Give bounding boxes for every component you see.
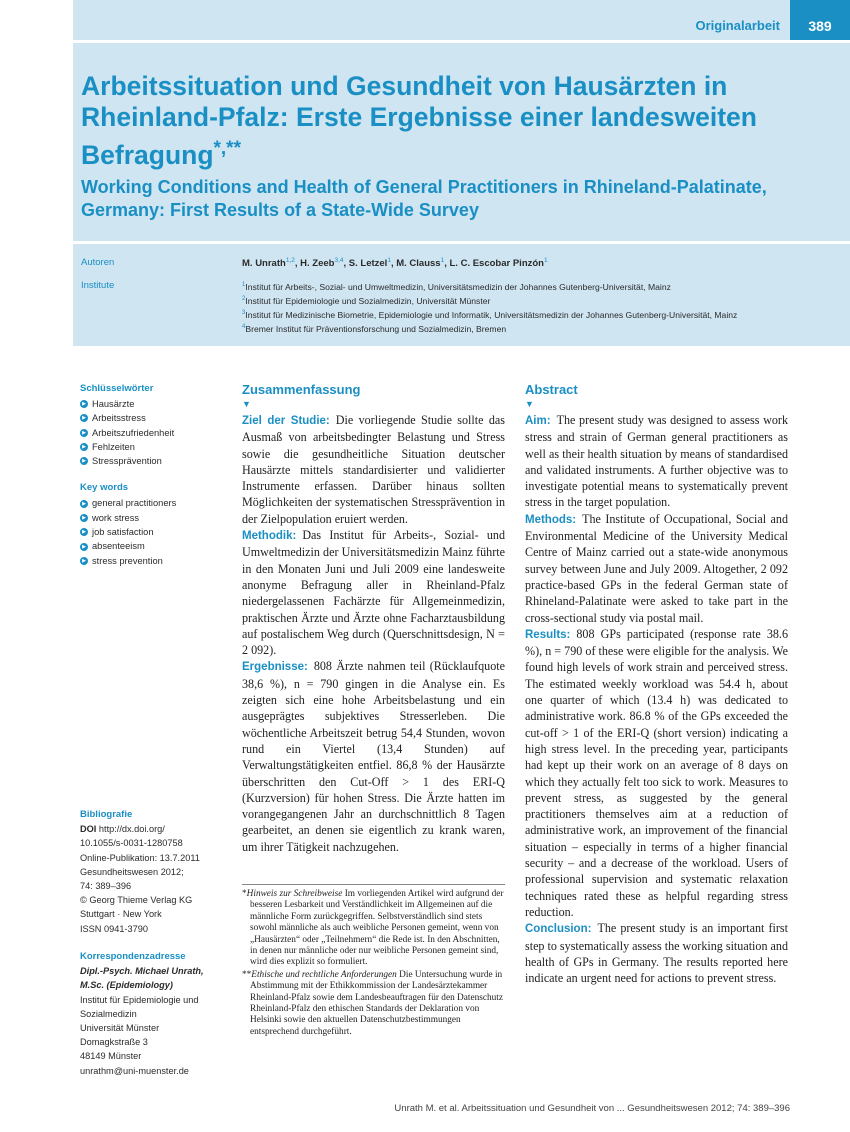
author-affiliation: 1 bbox=[544, 257, 548, 264]
address-line: 48149 Münster bbox=[80, 1051, 142, 1062]
abstract-english bbox=[525, 382, 788, 986]
author-name: M. Clauss bbox=[396, 258, 441, 270]
abstract-section bbox=[525, 626, 788, 920]
keyword-text: Arbeitszufriedenheit bbox=[92, 427, 175, 438]
section-label: Originalarbeit bbox=[695, 18, 780, 33]
correspondence-degree: M.Sc. (Epidemiology) bbox=[80, 980, 173, 991]
section-text: The present study is an important first step to systematically assess the working situation and health of GPs in Germany. The results reported here indicate an urgent need for actions to prevent stress. bbox=[525, 921, 788, 986]
keywords-de-list bbox=[80, 397, 230, 468]
abstract-section bbox=[525, 511, 788, 626]
institute-number: 4 bbox=[242, 324, 246, 331]
footnote-text: Die Untersuchung wurde in Abstimmung mit der Ethikkommission der Landesärztekammer Rheinland-Pfalz sowie dem Landesbeauftragen für den Datenschutz Rheinland-Pfalz den ethischen Standards der Deklaration von Helsinki sowie den aktuellen Datenschutzbestimmungen entsprechend durchgeführt. bbox=[250, 969, 503, 1037]
correspondence-label: Korrespondenzadresse bbox=[80, 951, 186, 962]
institute-item bbox=[242, 279, 737, 293]
author-affiliation: 1 bbox=[440, 257, 445, 264]
section-label: Results: bbox=[525, 628, 571, 641]
footnote bbox=[242, 889, 505, 969]
abstract-de-heading: Zusammenfassung bbox=[242, 382, 361, 397]
title-english: Working Conditions and Health of General Practitioners in Rhineland-Palatinate, Germany: First Results of a State-Wide Survey bbox=[81, 177, 767, 220]
section-text: Die vorliegende Studie sollte das Ausmaß von arbeitsbedingter Belastung und Stress sowie die gesundheitliche Situation deutscher Hausärzte mittels standardisierter und validierter Instrumente erfassen. Darüber hinaus sollten Möglichkeiten der systematischen Stressprävention in der Zielpopulation eruiert werden. bbox=[242, 413, 505, 526]
footnote-text: Im vorliegenden Artikel wird aufgrund der besseren Lesbarkeit und Verständlichkeit im Allgemeinen auf die männliche Form zurückgegriffen. Selbstverständlich sind stets sowohl männliche als auch weibliche Personen gemeint, wenn von „Hausärzten“ oder „Teilnehmern“ die Rede ist. In den Abschnitten, in denen nur männliche oder nur weibliche Personen gemeint sind, wird dies explizit so formuliert. bbox=[250, 889, 504, 968]
correspondence-address bbox=[80, 993, 230, 1078]
keyword-item bbox=[80, 525, 230, 539]
doi-url[interactable]: http://dx.doi.org/ bbox=[98, 824, 165, 835]
institutes-list bbox=[242, 279, 737, 335]
keywords-sidebar bbox=[80, 383, 230, 582]
bullet-icon: ▶ bbox=[80, 528, 88, 536]
doi-id: 10.1055/s-0031-1280758 bbox=[80, 838, 183, 849]
section-text: 808 Ärzte nahmen teil (Rücklaufquote 38,6 %), n = 790 gingen in die Analyse ein. Es zeigten sich eine hohe Arbeitsbelastung und ein ausgeprägtes subjektives Stresserleben. Die wöchentliche Arbeitszeit betrug 54,4 Stunden, wovon rund ein Viertel (13,4 Stunden) auf Verwaltungstätigkeiten entfiel. 86,8 % der Hausärzte überschritten den Cut-Off > 1 des ERI-Q (Kurzversion) für hohen Stress. Die Ärzte hatten im vorangegangenen Jahr an durchschnittlich 8 Tagen gearbeitet, an denen sie eigentlich zu krank waren, um ihrer Tätigkeit nachzugehen. bbox=[242, 659, 505, 854]
title-footnote-mark: *,** bbox=[213, 138, 241, 159]
section-text: The Institute of Occupational, Social and Environmental Medicine of the University Medical Centre of Mainz carried out a state-wide anonymous survey between June and July 2009. Altogether, 2 092 practice-based GPs in the federal German state of Rhineland-Palatinate were asked to take part in the cross-sectional study via postal mail. bbox=[525, 511, 788, 625]
keyword-text: Hausärzte bbox=[92, 399, 135, 409]
institute-item bbox=[242, 321, 737, 335]
bullet-icon: ▶ bbox=[80, 457, 88, 465]
correspondence-name: Dipl.-Psych. Michael Unrath, bbox=[80, 966, 204, 977]
title-german bbox=[81, 71, 841, 171]
institute-item bbox=[242, 293, 737, 307]
keyword-text: Stressprävention bbox=[92, 456, 162, 467]
abstract-en-arrow: ▼ bbox=[525, 399, 534, 409]
institute-number: 1 bbox=[242, 282, 246, 288]
author-affiliation: 3,4 bbox=[334, 257, 344, 264]
section-label: Aim: bbox=[525, 415, 551, 427]
section-label: Methodik: bbox=[242, 530, 297, 543]
address-line: Institut für Epidemiologie und bbox=[80, 994, 199, 1005]
author-name: M. Unrath bbox=[242, 258, 286, 270]
institute-text: Institut für Medizinische Biometrie, Epidemiologie und Informatik, Universitätsmedizin der Johannes Gutenberg-Universität, Mainz bbox=[245, 309, 738, 320]
bullet-icon: ▶ bbox=[80, 414, 88, 422]
abstract-de-body bbox=[242, 412, 505, 855]
institute-number: 3 bbox=[242, 310, 246, 317]
keyword-item bbox=[80, 440, 230, 454]
footnote-label: Ethische und rechtliche Anforderungen bbox=[251, 969, 397, 980]
institutes-label: Institute bbox=[81, 280, 115, 291]
abstract-section bbox=[525, 412, 788, 511]
section-label: Conclusion: bbox=[525, 923, 592, 936]
keyword-item bbox=[80, 411, 230, 425]
doi-line bbox=[80, 822, 230, 836]
author-name: S. Letzel bbox=[348, 258, 388, 270]
section-label: Methods: bbox=[525, 513, 577, 526]
footnote-mark: ** bbox=[242, 969, 252, 980]
keyword-item bbox=[80, 397, 230, 411]
abstract-en-heading: Abstract bbox=[525, 382, 578, 397]
section-text: 808 GPs participated (response rate 38.6 %), n = 790 of these were eligible for the analysis. We found high levels of work strain and perceived stress. The estimated weekly workload was 54.4 h, about one quarter of which (13.4 h) was dedicated to administrative work. 86.8 % of the GPs exceeded the cut-off > 1 of the ERI-Q (short version) indicating a high stress level. In the preceding year, participants had kept up their work on an average of 8 days on which they actually felt too sick to work. Measures to prevent stress, as suggested by the general practitioners themselves aim at a reduction of administrative work, an improvement of the financial situation – especially in terms of a higher financial security – and a decrease of the workload. Users of professional supervision and systematic relaxation techniques rated these as helpful regarding stress reduction. bbox=[525, 626, 788, 919]
bullet-icon: ▶ bbox=[80, 400, 88, 408]
keywords-en-list bbox=[80, 496, 230, 567]
keyword-item bbox=[80, 496, 230, 510]
section-text: Das Institut für Arbeits-, Sozial- und Umweltmedizin der Universitätsmedizin Mainz führte in den Monaten Juni und Juli 2009 eine landesweite anonyme Befragung aller in Rheinland-Pfalz niedergelassenen Fachärzte für Allgemeinmedizin, praktischen Ärzte und Ärzte ohne Facharztausbildung auf postalischem Weg durch (Querschnittsdesign, N = 2 092). bbox=[242, 528, 505, 658]
doi-label: DOI bbox=[80, 824, 97, 835]
volume: 74: 389–396 bbox=[80, 881, 132, 892]
institute-text: Institut für Epidemiologie und Sozialmedizin, Universität Münster bbox=[245, 295, 491, 306]
footnote-mark: * bbox=[242, 889, 247, 899]
keyword-text: work stress bbox=[92, 512, 140, 523]
keyword-text: job satisfaction bbox=[92, 527, 154, 538]
correspondence bbox=[80, 950, 230, 1078]
authors-list: M. Unrath$^{1,2}$, H. Zeeb$^{3,4}$, S. Letzel$^1$, M. Clauss$^1$, L. C. Escobar Pinzón$^1$ bbox=[242, 257, 548, 270]
keyword-item bbox=[80, 511, 230, 525]
keywords-de-label: Schlüsselwörter bbox=[80, 383, 154, 394]
address-line: unrathm@uni-muenster.de bbox=[80, 1065, 189, 1076]
address-line: Sozialmedizin bbox=[80, 1008, 137, 1019]
title-block bbox=[73, 43, 850, 241]
authors-label: Autoren bbox=[81, 257, 115, 268]
abstract-german bbox=[242, 382, 505, 855]
address-line: Domagkstraße 3 bbox=[80, 1037, 148, 1048]
author-name: L. C. Escobar Pinzón bbox=[449, 258, 544, 270]
keyword-item bbox=[80, 426, 230, 440]
abstract-section bbox=[242, 527, 505, 658]
keyword-item bbox=[80, 554, 230, 568]
bullet-icon: ▶ bbox=[80, 514, 88, 522]
page-number: 389 bbox=[790, 0, 850, 40]
issn: ISSN 0941-3790 bbox=[80, 923, 148, 934]
institute-item bbox=[242, 307, 737, 321]
footnote bbox=[242, 970, 505, 1038]
keyword-item bbox=[80, 454, 230, 468]
keyword-item bbox=[80, 539, 230, 553]
publisher-place: Stuttgart · New York bbox=[80, 909, 162, 920]
abstract-de-arrow: ▼ bbox=[242, 399, 251, 409]
page-header bbox=[73, 0, 850, 40]
title-german-text: Arbeitssituation und Gesundheit von Hausärzten in Rheinland-Pfalz: Erste Ergebnisse einer landesweiten Befragung bbox=[81, 71, 757, 170]
bibliography bbox=[80, 808, 230, 936]
bullet-icon: ▶ bbox=[80, 500, 88, 508]
institute-text: Bremer Institut für Präventionsforschung und Sozialmedizin, Bremen bbox=[245, 324, 507, 335]
author-affiliation: 1,2 bbox=[285, 257, 295, 264]
keyword-text: stress prevention bbox=[92, 555, 163, 566]
bullet-icon: ▶ bbox=[80, 557, 88, 565]
bibliography-label: Bibliografie bbox=[80, 809, 133, 820]
abstract-en-body bbox=[525, 412, 788, 986]
footnote-label: Hinweis zur Schreibweise bbox=[246, 889, 343, 899]
keyword-text: Fehlzeiten bbox=[92, 441, 135, 452]
bullet-icon: ▶ bbox=[80, 443, 88, 451]
author-name: H. Zeeb bbox=[300, 258, 335, 270]
footnotes bbox=[242, 884, 505, 1039]
page-footer: Unrath M. et al. Arbeitssituation und Gesundheit von ... Gesundheitswesen 2012; 74: 389–396 bbox=[394, 1103, 790, 1114]
section-label: Ziel der Studie: bbox=[242, 415, 330, 427]
abstract-section bbox=[242, 412, 505, 527]
online-date: Online-Publikation: 13.7.2011 bbox=[80, 852, 200, 863]
keywords-en-label: Key words bbox=[80, 482, 129, 494]
bullet-icon: ▶ bbox=[80, 429, 88, 437]
bullet-icon: ▶ bbox=[80, 543, 88, 551]
institute-number: 2 bbox=[242, 296, 246, 303]
section-text: The present study was designed to assess work stress and strain of German general practitioners as well as their health situation by means of standardised and validated instruments. A further objective was to investigate potential means to systematically prevent stress in the target population. bbox=[525, 413, 788, 510]
keyword-text: Arbeitsstress bbox=[92, 413, 146, 424]
abstract-section bbox=[525, 920, 788, 986]
institute-text: Institut für Arbeits-, Sozial- und Umweltmedizin, Universitätsmedizin der Johannes Gutenberg-Universität, Mainz bbox=[245, 281, 671, 292]
author-affiliation: 1 bbox=[387, 257, 391, 264]
authors-block bbox=[73, 244, 850, 346]
copyright: © Georg Thieme Verlag KG bbox=[80, 895, 193, 906]
keyword-text: general practitioners bbox=[92, 498, 177, 509]
keyword-text: absenteeism bbox=[92, 541, 145, 552]
section-label: Ergebnisse: bbox=[242, 661, 308, 674]
journal: Gesundheitswesen 2012; bbox=[80, 866, 184, 877]
abstract-section bbox=[242, 658, 505, 855]
address-line: Universität Münster bbox=[80, 1023, 160, 1034]
